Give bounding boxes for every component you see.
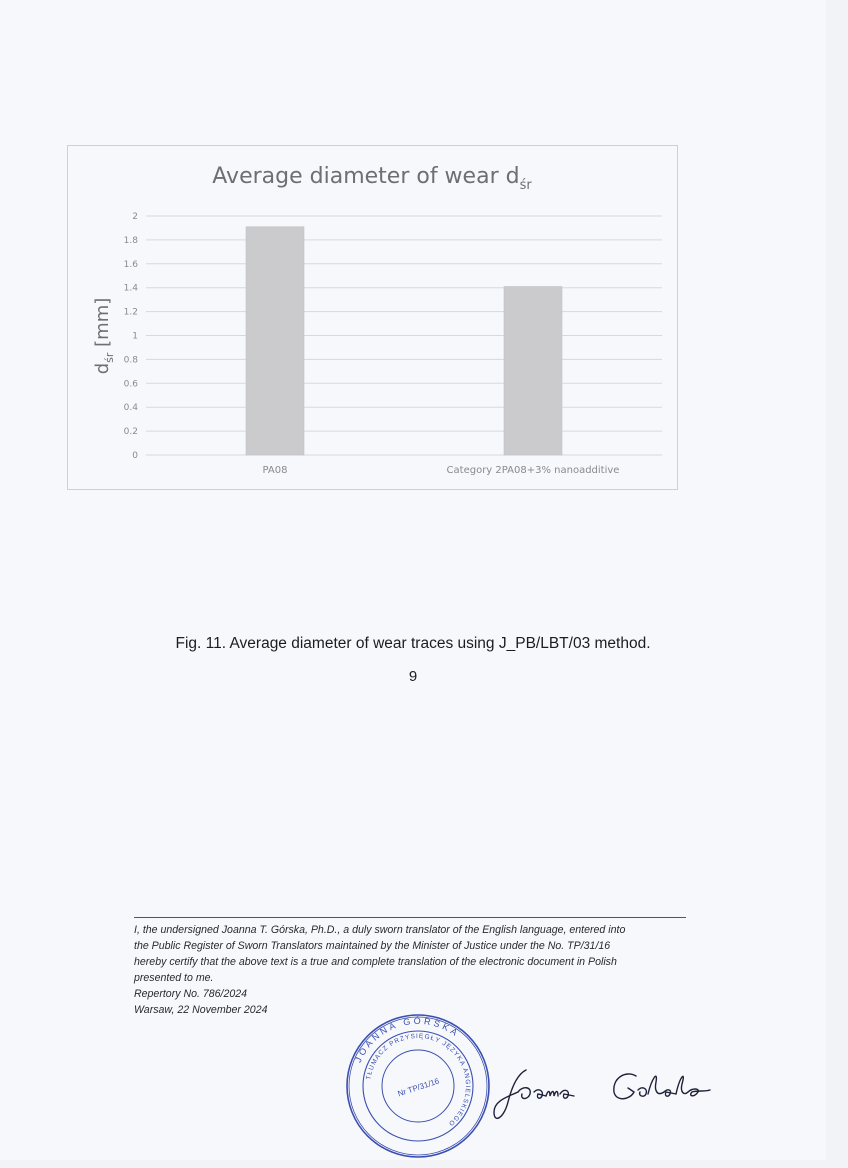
place-and-date: Warsaw, 22 November 2024 <box>134 1004 268 1016</box>
certification-line: the Public Register of Sworn Translators maintained by the Minister of Justice under the No. TP/31/16 <box>134 940 611 952</box>
svg-text:JOANNA GÓRSKA: JOANNA GÓRSKA <box>352 1015 462 1065</box>
bar <box>504 287 562 455</box>
y-tick-label: 1.6 <box>123 259 138 270</box>
x-tick-label: PA08 <box>262 465 288 476</box>
certification-divider <box>134 917 686 918</box>
translator-seal <box>345 1013 491 1159</box>
y-tick-label: 1.8 <box>123 235 138 246</box>
figure-caption: Fig. 11. Average diameter of wear traces using J_PB/LBT/03 method. <box>175 635 651 652</box>
y-tick-label: 0 <box>132 451 138 461</box>
x-tick-label: Category 2PA08+3% nanoadditive <box>446 465 620 476</box>
y-tick-label: 0.2 <box>123 427 138 438</box>
y-tick-label: 0.6 <box>123 379 138 390</box>
translator-signature <box>488 1052 728 1132</box>
certification-block <box>134 922 694 1018</box>
chart-title: Average diameter of wear $d_{śr}$ <box>212 164 532 193</box>
y-tick-label: 1.4 <box>123 283 138 294</box>
chart-area <box>67 145 678 490</box>
y-tick-label: 0.4 <box>123 403 138 414</box>
svg-text:Nr TP/31/16: Nr TP/31/16 <box>396 1076 441 1099</box>
y-tick-label: 1.2 <box>123 307 138 318</box>
y-tick-label: 0.8 <box>123 355 138 366</box>
repertory-number: Repertory No. 786/2024 <box>134 988 248 1000</box>
y-tick-label: 2 <box>132 212 138 222</box>
certification-line: presented to me. <box>134 972 214 984</box>
bar-chart <box>68 146 677 489</box>
y-axis-title: $d_{śr}$ [mm] <box>92 297 116 375</box>
bar <box>246 227 304 455</box>
page-number: 9 <box>408 668 418 685</box>
y-tick-label: 1 <box>132 331 138 342</box>
svg-text:TŁUMACZ PRZYSIĘGŁY JĘZYKA ANGI: TŁUMACZ PRZYSIĘGŁY JĘZYKA ANGIELSKIEGO <box>365 1032 472 1128</box>
certification-line: I, the undersigned Joanna T. Górska, Ph.D., a duly sworn translator of the English language, entered into <box>134 924 626 936</box>
certification-line: hereby certify that the above text is a true and complete translation of the electronic document in Polish <box>134 956 617 968</box>
